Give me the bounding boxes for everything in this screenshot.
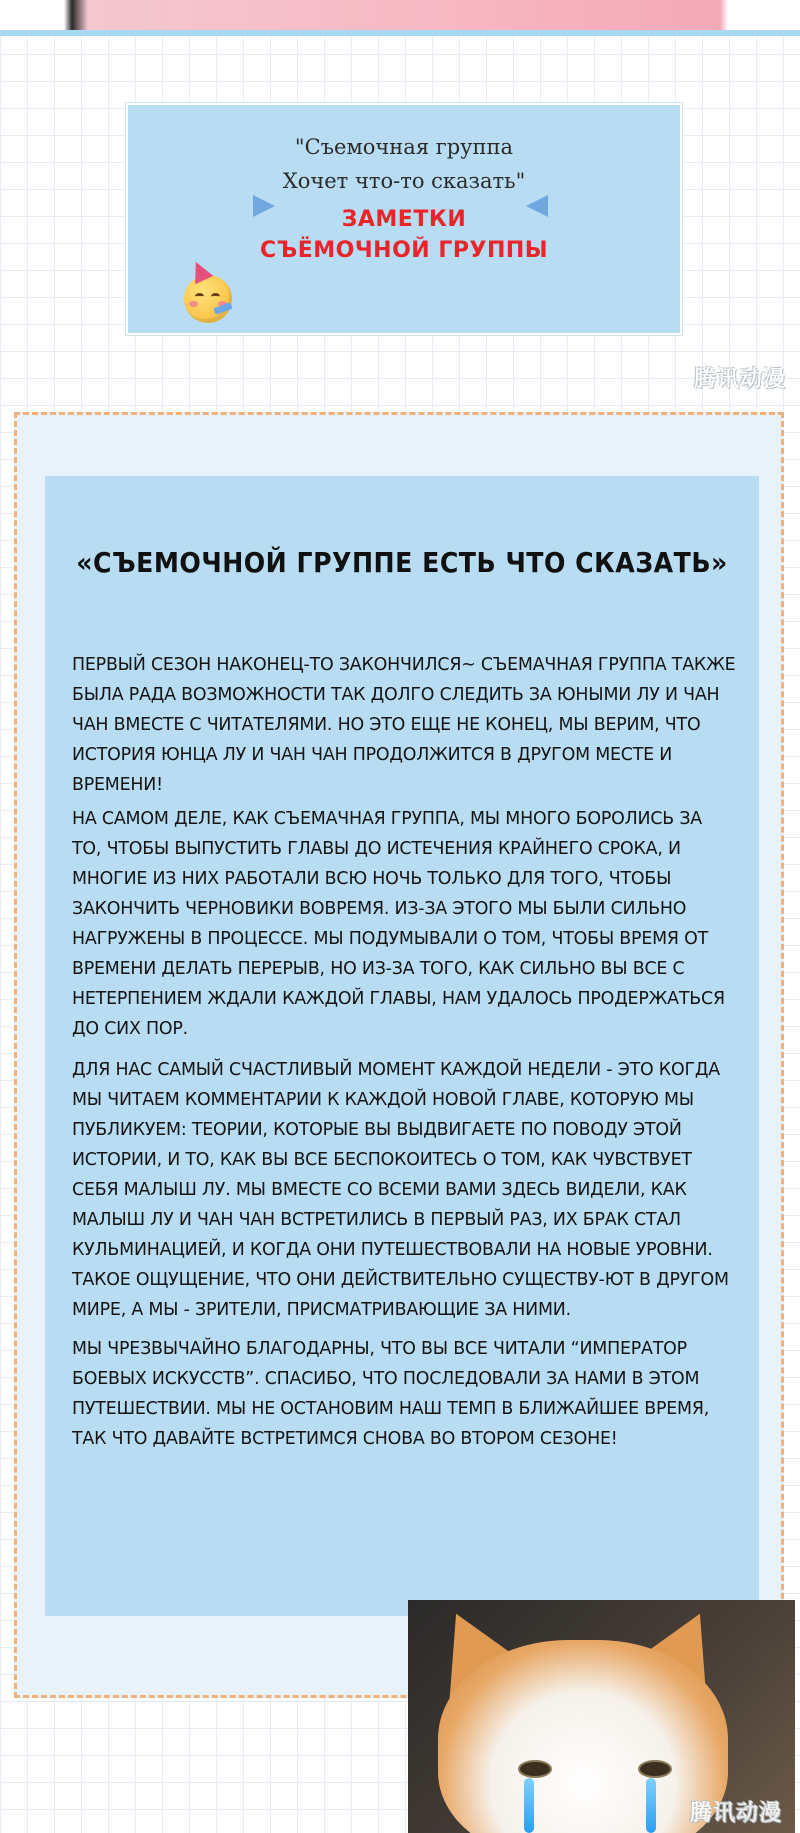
header-title-line-2: СЪЁМОЧНОЙ ГРУППЫ	[259, 238, 549, 263]
note-paragraph-4: МЫ ЧРЕЗВЫЧАЙНО БЛАГОДАРНЫ, ЧТО ВЫ ВСЕ ЧИТАЛИ “ИМПЕРАТОР БОЕВЫХ ИСКУССТВ”. СПАСИБО, ЧТО ПОСЛЕДОВАЛИ ЗА НАМИ В ЭТОМ ПУТЕШЕСТВИИ. МЫ НЕ ОСТАНОВИМ НАШ ТЕМП В БЛИЖАЙШЕЕ ВРЕМЯ, ТАК ЧТО ДАВАЙТЕ ВСТРЕТИМСЯ СНОВА ВО ВТОРОМ СЕЗОНЕ!	[72, 1339, 710, 1449]
header-title-line-1: ЗАМЕТКИ	[341, 207, 467, 232]
top-comic-panel-strip	[0, 0, 800, 36]
partying-face-icon	[184, 275, 232, 323]
tear-icon	[524, 1778, 534, 1833]
header-card	[126, 103, 682, 335]
watermark-logo: 腾讯动漫	[693, 367, 786, 392]
header-quote-line-1: "Съемочная группа	[294, 135, 514, 159]
cat-head	[438, 1640, 728, 1833]
note-paragraph-2: НА САМОМ ДЕЛЕ, КАК СЪЕМАЧНАЯ ГРУППА, МЫ МНОГО БОРОЛИСЬ ЗА ТО, ЧТОБЫ ВЫПУСТИТЬ ГЛАВЫ ДО ИСТЕЧЕНИЯ КРАЙНЕГО СРОКА, И МНОГИЕ ИЗ НИХ РАБОТАЛИ ВСЮ НОЧЬ ТОЛЬКО ДЛЯ ТОГО, ЧТОБЫ ЗАКОНЧИТЬ ЧЕРНОВИКИ ВОВРЕМЯ. ИЗ-ЗА ЭТОГО МЫ БЫЛИ СИЛЬНО НАГРУЖЕНЫ В ПРОЦЕССЕ. МЫ ПОДУМЫВАЛИ О ТОМ, ЧТОБЫ ВРЕМЯ ОТ ВРЕМЕНИ ДЕЛАТЬ ПЕРЕРЫВ, НО ИЗ-ЗА ТОГО, КАК СИЛЬНО ВЫ ВСЕ С НЕТЕРПЕНИЕМ ЖДАЛИ КАЖДОЙ ГЛАВЫ, НАМ УДАЛОСЬ ПРОДЕРЖАТЬСЯ ДО СИХ ПОР.	[72, 809, 725, 1039]
note-card	[45, 476, 759, 1616]
tear-icon	[646, 1778, 656, 1833]
note-paragraph-1: ПЕРВЫЙ СЕЗОН НАКОНЕЦ-ТО ЗАКОНЧИЛСЯ~ СЪЕМАЧНАЯ ГРУППА ТАКЖЕ БЫЛА РАДА ВОЗМОЖНОСТИ ТАК ДОЛГО СЛЕДИТЬ ЗА ЮНЫМИ ЛУ И ЧАН ЧАН ВМЕСТЕ С ЧИТАТЕЛЯМИ. НО ЭТО ЕЩЕ НЕ КОНЕЦ, МЫ ВЕРИМ, ЧТО ИСТОРИЯ ЮНЦА ЛУ И ЧАН ЧАН ПРОДОЛЖИТСЯ В ДРУГОМ МЕСТЕ И ВРЕМЕНИ!	[72, 655, 736, 795]
note-title: «СЪЕМОЧНОЙ ГРУППЕ ЕСТЬ ЧТО СКАЗАТЬ»	[76, 546, 728, 579]
watermark-logo: 腾讯动漫	[689, 1801, 782, 1826]
note-paragraph-3: ДЛЯ НАС САМЫЙ СЧАСТЛИВЫЙ МОМЕНТ КАЖДОЙ НЕДЕЛИ - ЭТО КОГДА МЫ ЧИТАЕМ КОММЕНТАРИИ К КАЖДОЙ НОВОЙ ГЛАВЕ, КОТОРУЮ МЫ ПУБЛИКУЕМ: ТЕОРИИ, КОТОРЫЕ ВЫ ВЫДВИГАЕТЕ ПО ПОВОДУ ЭТОЙ ИСТОРИИ, И ТО, КАК ВЫ ВСЕ БЕСПОКОИТЕСЬ О ТОМ, КАК ЧУВСТВУЕТ СЕБЯ МАЛЫШ ЛУ. МЫ ВМЕСТЕ СО ВСЕМИ ВАМИ ЗДЕСЬ ВИДЕЛИ, КАК МАЛЫШ ЛУ И ЧАН ЧАН ВСТРЕТИЛИСЬ В ПЕРВЫЙ РАЗ, ИХ БРАК СТАЛ КУЛЬМИНАЦИЕЙ, И КОГДА ОНИ ПУТЕШЕСТВОВАЛИ НА НОВЫЕ УРОВНИ. ТАКОЕ ОЩУЩЕНИЕ, ЧТО ОНИ ДЕЙСТВИТЕЛЬНО СУЩЕСТВУ-ЮТ В ДРУГОМ МИРЕ, А МЫ - ЗРИТЕЛИ, ПРИСМАТРИВАЮЩИЕ ЗА НИМИ.	[72, 1060, 729, 1320]
header-quote-line-2: Хочет что-то сказать"	[282, 169, 526, 193]
